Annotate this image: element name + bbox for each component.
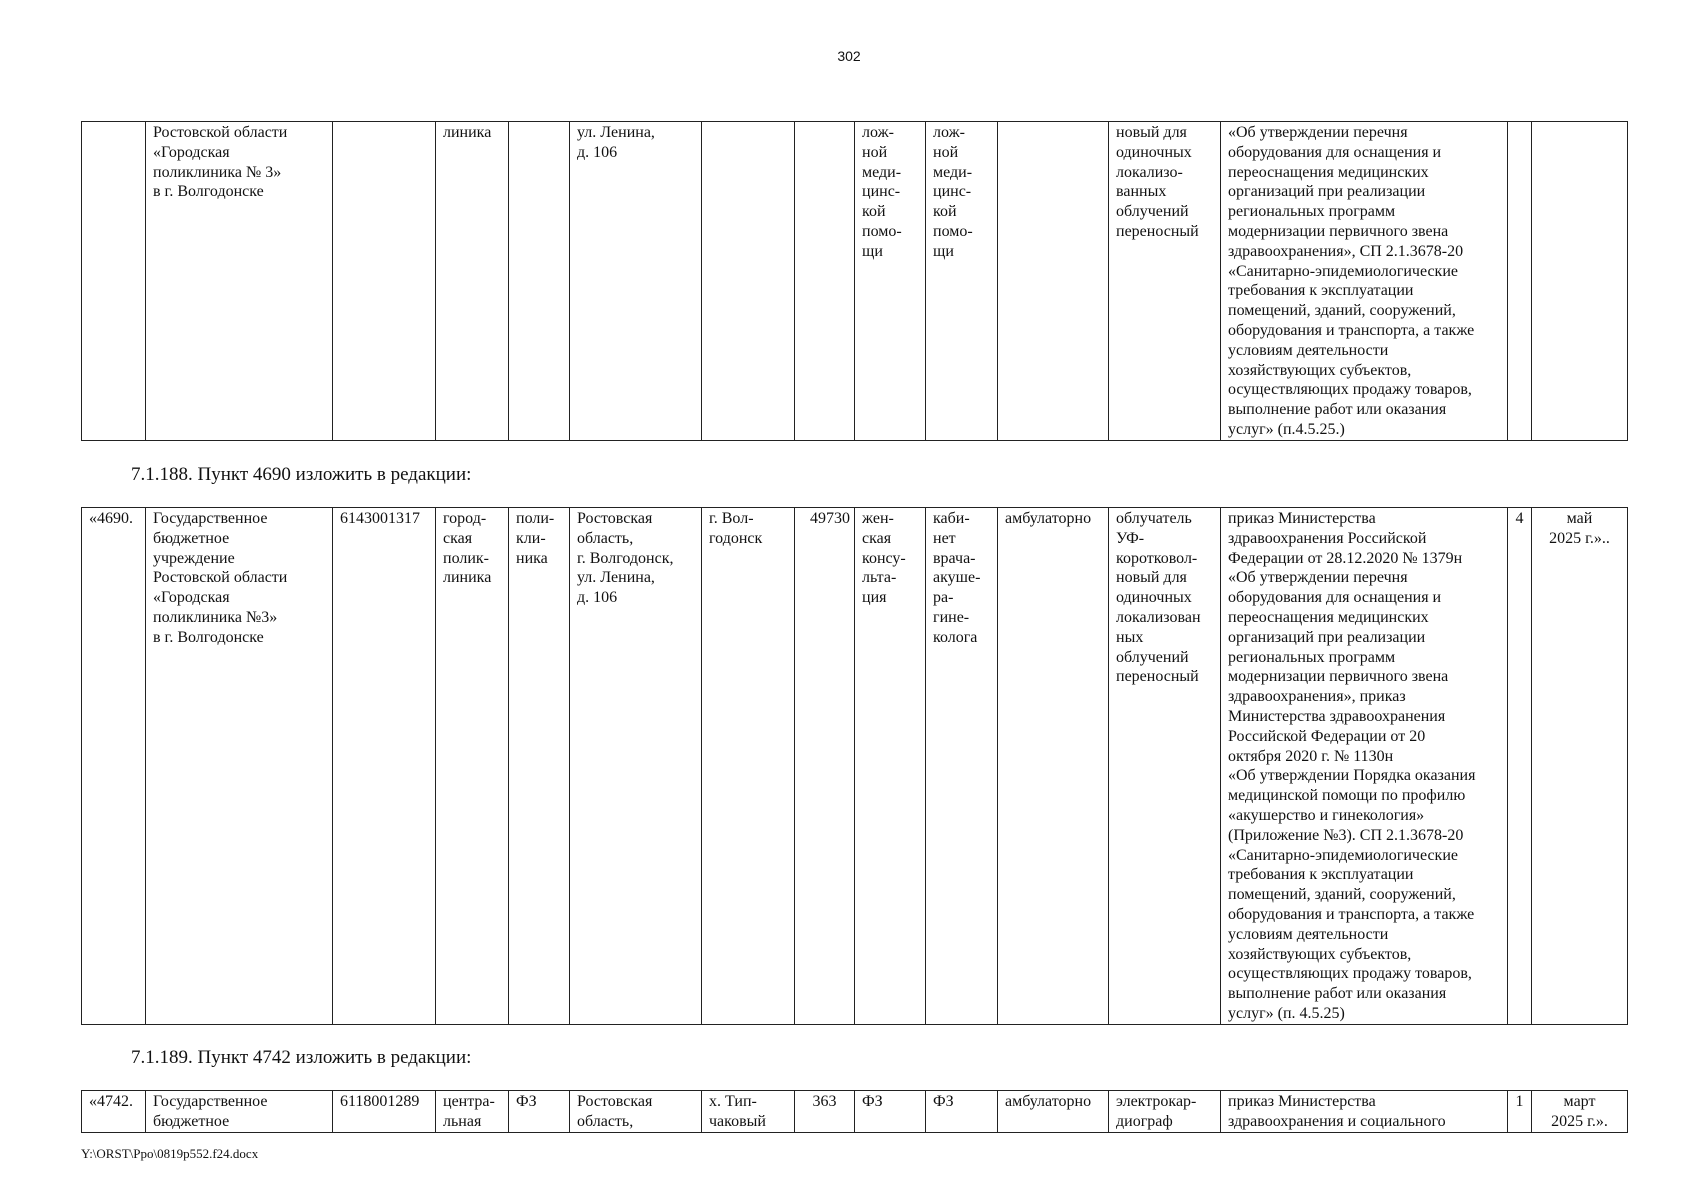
inn-cell: 6143001317 [333,508,436,1025]
quantity-cell [1508,122,1532,441]
table-row [82,1091,1628,1133]
inn-cell [333,122,436,441]
unit-type-cell [509,122,570,441]
unit-type-cell: поли- кли- ника [509,508,570,1025]
care-conditions-cell [998,122,1109,441]
table-row [82,508,1628,1025]
legal-basis-cell: «Об утверждении перечня оборудования для оснащения и переоснащения медицинских организаций при реализации региональных программ модернизации первичного звена здравоохранения», СП 2.1.3678-20 «Санитарно-эпидемиологические требования к эксплуатации помещений, зданий, сооружений, оборудования и транспорта, а также условиям деятельности хозяйствующих субъектов, осуществляющих продажу товаров, выполнение работ или оказания услуг» (п.4.5.25.) [1221,122,1508,441]
population-cell [795,122,855,441]
department-cell: ФЗ [855,1091,926,1133]
amendment-heading-4690: 7.1.188. Пункт 4690 изложить в редакции: [131,464,472,485]
page-number: 302 [837,48,861,64]
room-cell: каби- нет врача- акуше- ра- гине- колога [926,508,998,1025]
equipment-cell: новый для одиночных локализо- ванных облучений переносный [1109,122,1221,441]
date-cell: май 2025 г.».. [1532,508,1628,1025]
table-row [82,122,1628,441]
date-cell: март 2025 г.». [1532,1091,1628,1133]
organization-type-cell: центра- льная [436,1091,509,1133]
address-cell: ул. Ленина, д. 106 [570,122,702,441]
room-cell: лож- ной меди- цинс- кой помо- щи [926,122,998,441]
legal-basis-cell: приказ Министерства здравоохранения Российской Федерации от 28.12.2020 № 1379н «Об утверждении перечня оборудования для оснащения и переоснащения медицинских организаций при реализации региональных программ модернизации первичного звена здравоохранения», приказ Министерства здравоохранения Российской Федерации от 20 октября 2020 г. № 1130н «Об утверждении Порядка оказания медицинской помощи по профилю «акушерство и гинекология» (Приложение №3). СП 2.1.3678-20 «Санитарно-эпидемиологические требования к эксплуатации помещений, зданий, сооружений, оборудования и транспорта, а также условиям деятельности хозяйствующих субъектов, осуществляющих продажу товаров, выполнение работ или оказания услуг» (п. 4.5.25) [1221,508,1508,1025]
population-cell: 49730 [795,508,855,1025]
organization-type-cell: город- ская полик- линика [436,508,509,1025]
department-cell: жен- ская консу- льта- ция [855,508,926,1025]
row-number-cell: «4690. [82,508,146,1025]
address-cell: Ростовская область, [570,1091,702,1133]
room-cell: ФЗ [926,1091,998,1133]
equipment-cell: электрокар- диограф [1109,1091,1221,1133]
care-conditions-cell: амбулаторно [998,508,1109,1025]
equipment-cell: облучатель УФ- коротковол- новый для одиночных локализован ных облучений переносный [1109,508,1221,1025]
inn-cell: 6118001289 [333,1091,436,1133]
register-table-continuation [81,121,1628,441]
care-conditions-cell: амбулаторно [998,1091,1109,1133]
locality-cell: х. Тип- чаковый [702,1091,795,1133]
organization-name-cell: Государственное бюджетное [146,1091,333,1133]
amendment-heading-4742: 7.1.189. Пункт 4742 изложить в редакции: [131,1047,472,1068]
row-number-cell: «4742. [82,1091,146,1133]
register-table-4742 [81,1090,1628,1133]
organization-name-cell: Ростовской области «Городская поликлиника № 3» в г. Волгодонске [146,122,333,441]
quantity-cell: 1 [1508,1091,1532,1133]
population-cell: 363 [795,1091,855,1133]
legal-basis-cell: приказ Министерства здравоохранения и социального [1221,1091,1508,1133]
department-cell: лож- ной меди- цинс- кой помо- щи [855,122,926,441]
organization-type-cell: линика [436,122,509,441]
locality-cell: г. Вол- годонск [702,508,795,1025]
unit-type-cell: ФЗ [509,1091,570,1133]
organization-name-cell: Государственное бюджетное учреждение Ростовской области «Городская поликлиника №3» в г. Волгодонске [146,508,333,1025]
row-number-cell [82,122,146,441]
locality-cell [702,122,795,441]
register-table-4690 [81,507,1628,1025]
quantity-cell: 4 [1508,508,1532,1025]
file-path-footer: Y:\ORST\Ppo\0819p552.f24.docx [81,1146,259,1161]
date-cell [1532,122,1628,441]
address-cell: Ростовская область, г. Волгодонск, ул. Ленина, д. 106 [570,508,702,1025]
